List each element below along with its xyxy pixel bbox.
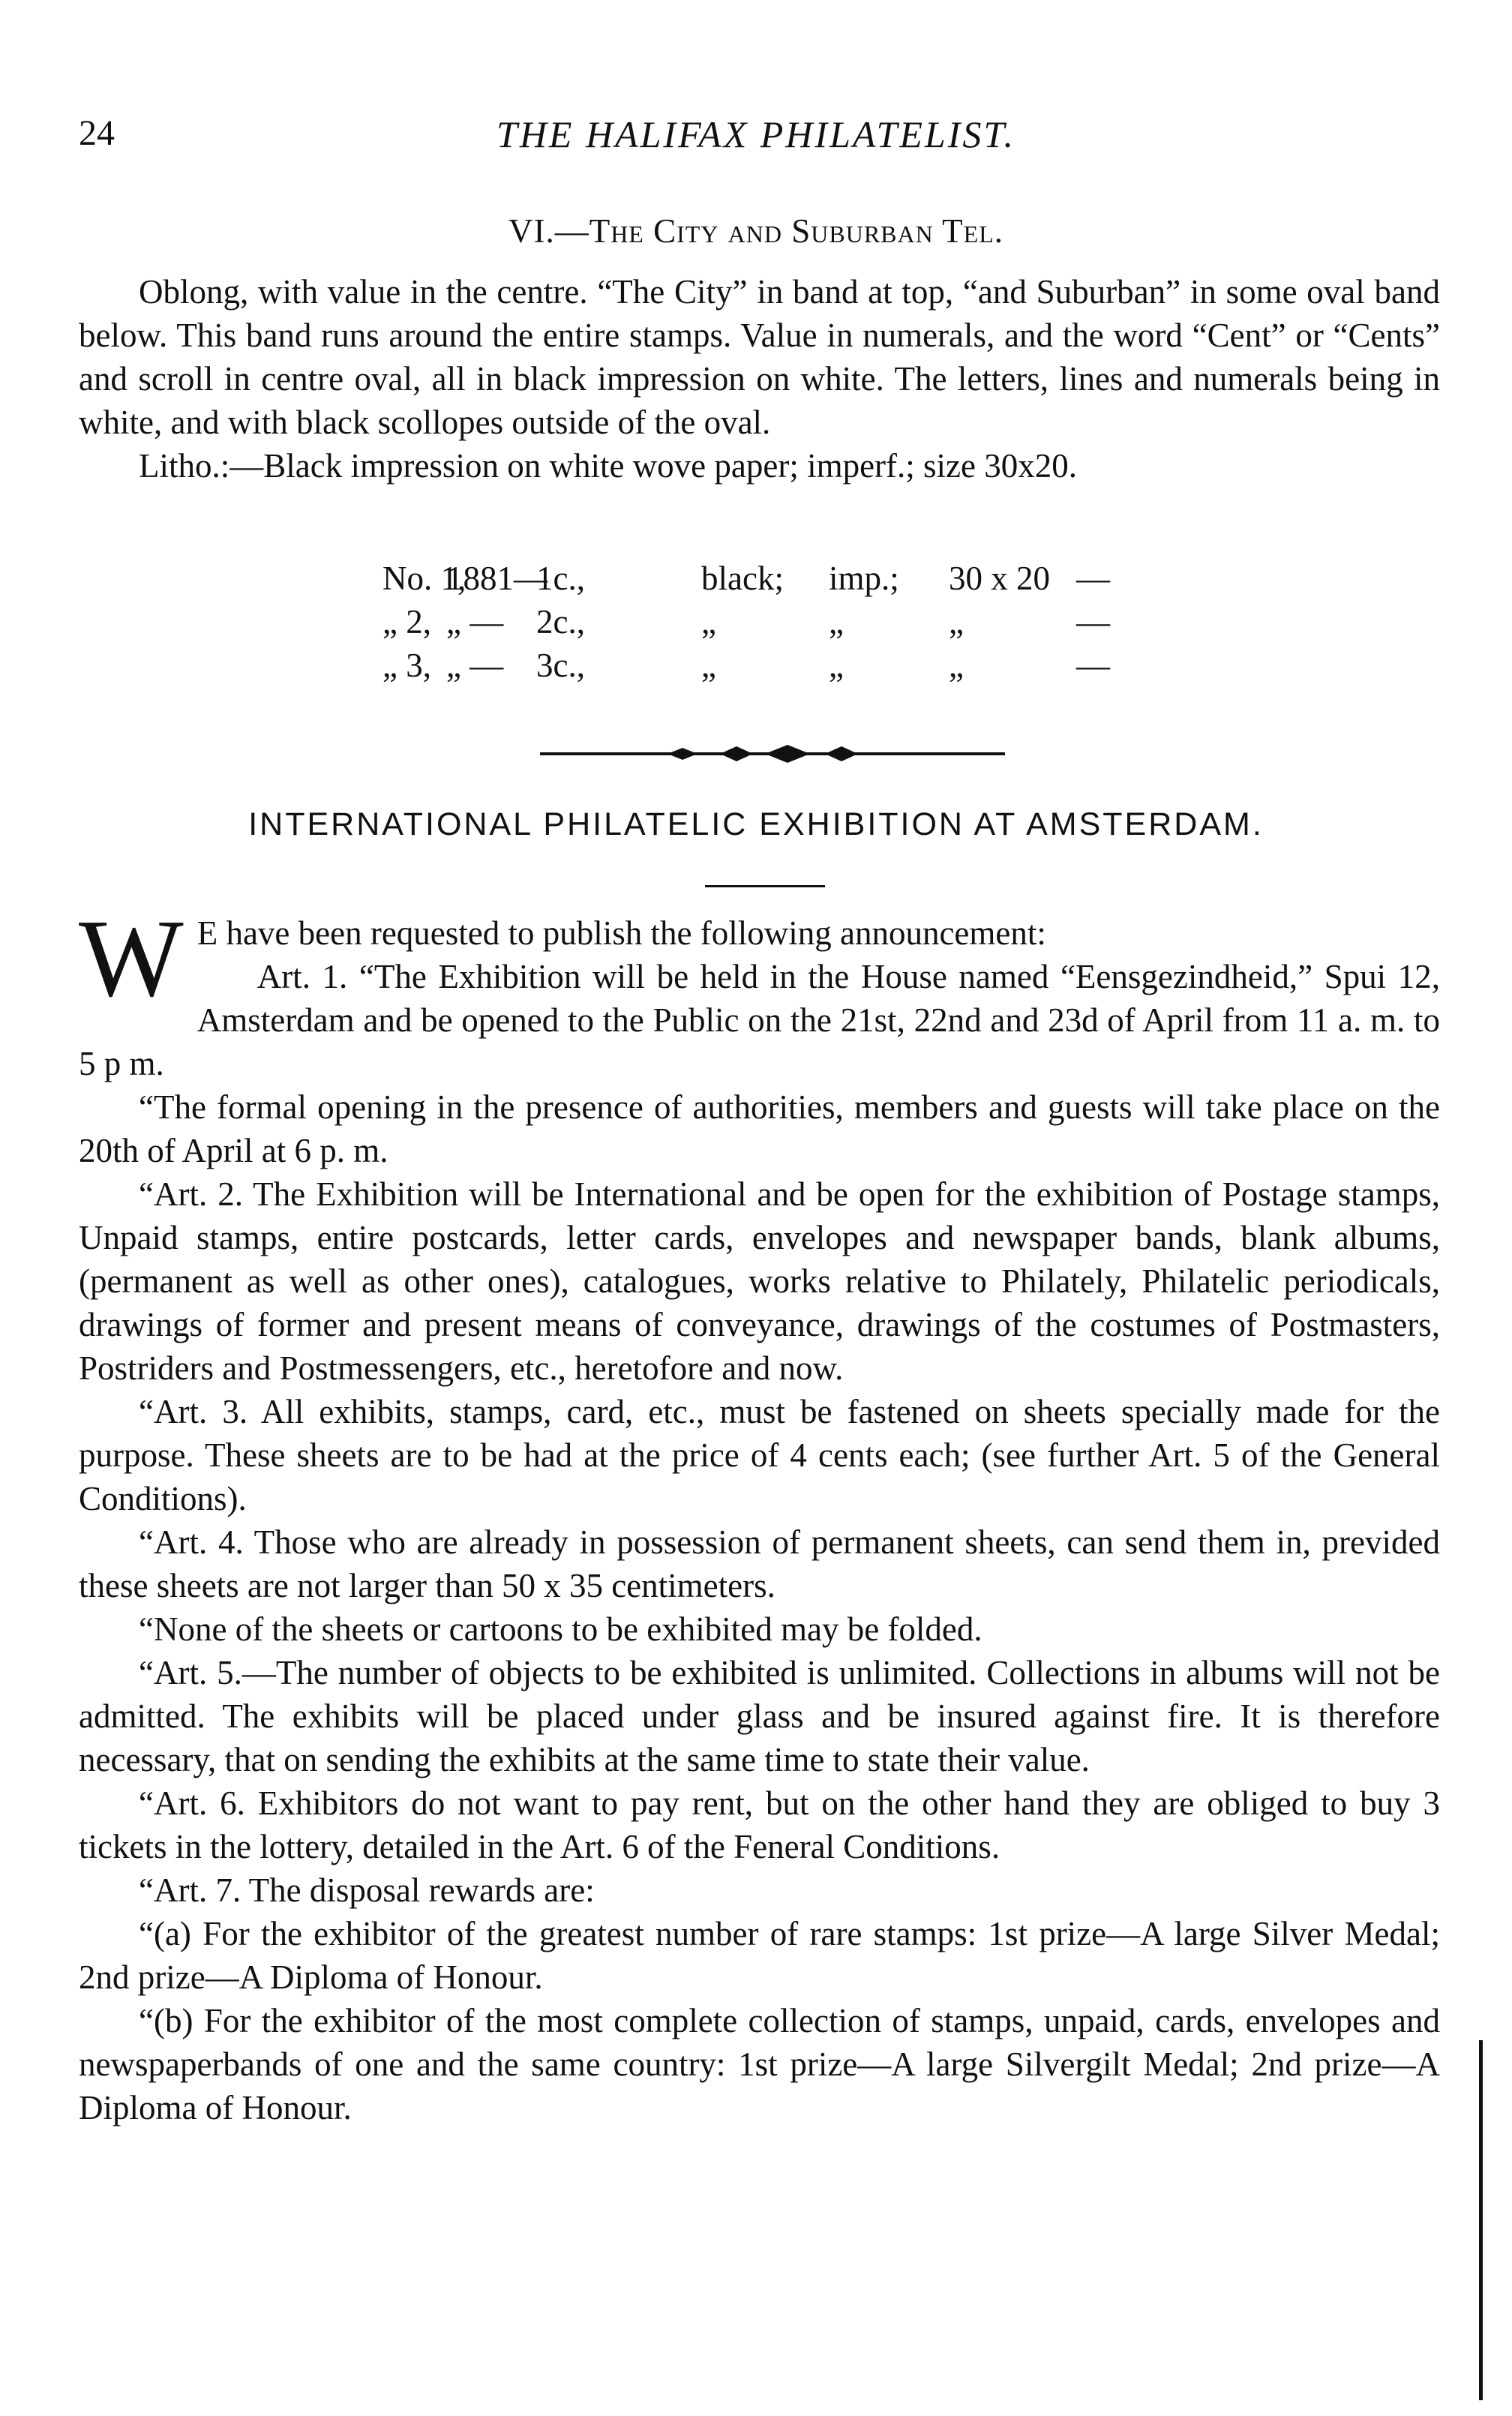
article-paragraph: “Art. 7. The disposal rewards are:: [139, 1871, 595, 1909]
issue-value: 1c.,: [536, 560, 585, 597]
issue-dash: —: [1076, 560, 1110, 597]
short-rule: [705, 885, 825, 887]
issue-row: [382, 600, 1110, 644]
article-paragraph: “Art. 2. The Exhibition will be International and be open for the exhibition of Postage stamps, Unpaid stamps, entire postcards, letter cards, envelopes and newspaper bands, blank albums, (permanent as well as other ones), catalogues, works relative to Philately, Philatelic periodicals, drawings of former and present means of conveyance, drawings of the costumes of Postmasters, Postriders and Postmessengers, etc., heretofore and now.: [79, 1175, 1440, 1387]
issue-row: [382, 557, 1110, 600]
litho-line: Litho.:—Black impression on white wove paper; imperf.; size 30x20.: [139, 447, 1077, 485]
issue-color: „: [701, 647, 716, 684]
issue-perf: imp.;: [829, 560, 899, 597]
article-title: INTERNATIONAL PHILATELIC EXHIBITION AT AMSTERDAM.: [248, 806, 1264, 842]
page-edge-rule: [1479, 2040, 1483, 2400]
issue-no: No. 1,: [382, 560, 466, 597]
issue-dash: —: [1076, 603, 1110, 641]
issue-year: 1881—: [446, 560, 548, 597]
section-title: VI.—The City and Suburban Tel.: [508, 212, 1004, 250]
article-body: [79, 897, 1440, 2129]
article-paragraph: “(b) For the exhibitor of the most complete collection of stamps, unpaid, cards, envelopes and newspaperbands of one and the same country: 1st prize—A large Silvergilt Medal; 2nd prize—A Diploma of Honour.: [79, 2002, 1440, 2126]
issue-row: [382, 644, 1110, 687]
issue-size: „: [949, 647, 964, 684]
ornamental-rule: [540, 739, 1005, 769]
page-number: 24: [79, 113, 115, 153]
issue-dash: —: [1076, 647, 1110, 684]
section-description: Oblong, with value in the centre. “The City” in band at top, “and Suburban” in some oval band below. This band runs around the entire stamps. Value in numerals, and the word “Cent” or “Cents” and scroll in centre oval, all in black impression on white. The letters, lines and numerals being in white, and with black scollopes outside of the oval.: [79, 273, 1440, 441]
issue-value: 3c.,: [536, 647, 585, 684]
issue-color: black;: [701, 560, 784, 597]
drop-cap: W: [79, 897, 184, 1020]
issue-no: „ 2,: [382, 603, 431, 641]
article-paragraph: “Art. 4. Those who are already in possession of permanent sheets, can send them in, previded these sheets are not larger than 50 x 35 centimeters.: [79, 1523, 1440, 1604]
running-title: THE HALIFAX PHILATELIST.: [496, 113, 1016, 155]
article-paragraph: “Art. 6. Exhibitors do not want to pay rent, but on the other hand they are obliged to buy 3 tickets in the lottery, detailed in the Art. 6 of the Feneral Conditions.: [79, 1784, 1440, 1865]
article-paragraph: Art. 1. “The Exhibition will be held in the House named “Eensgezindheid,” Spui 12, Amsterdam and be opened to the Public on the 21st, 22nd and 23d of April from 11 a. m. to 5 p m.: [79, 958, 1440, 1082]
article-intro: E have been requested to publish the following announcement:: [196, 914, 1046, 952]
issue-no: „ 3,: [382, 647, 431, 684]
issue-value: 2c.,: [536, 603, 585, 641]
article-paragraph: “None of the sheets or cartoons to be exhibited may be folded.: [139, 1610, 982, 1648]
issue-perf: „: [829, 647, 844, 684]
issue-year: „ —: [446, 647, 504, 684]
section-description-block: [79, 270, 1440, 488]
issue-year: „ —: [446, 603, 504, 641]
article-paragraph: “The formal opening in the presence of authorities, members and guests will take place on the 20th of April at 6 p. m.: [79, 1088, 1440, 1169]
issue-size: 30 x 20: [949, 560, 1050, 597]
article-paragraph: “(a) For the exhibitor of the greatest number of rare stamps: 1st prize—A large Silver Medal; 2nd prize—A Diploma of Honour.: [79, 1915, 1440, 1996]
article-paragraph: “Art. 5.—The number of objects to be exhibited is unlimited. Collections in albums will not be admitted. The exhibits will be placed under glass and be insured against fire. It is therefore necessary, that on sending the exhibits at the same time to state their value.: [79, 1654, 1440, 1778]
issue-perf: „: [829, 603, 844, 641]
page-header: [79, 113, 1433, 165]
issue-size: „: [949, 603, 964, 641]
issue-color: „: [701, 603, 716, 641]
issue-list: [382, 557, 1110, 687]
article-paragraph: “Art. 3. All exhibits, stamps, card, etc., must be fastened on sheets specially made for the purpose. These sheets are to be had at the price of 4 cents each; (see further Art. 5 of the General Conditions).: [79, 1393, 1440, 1517]
